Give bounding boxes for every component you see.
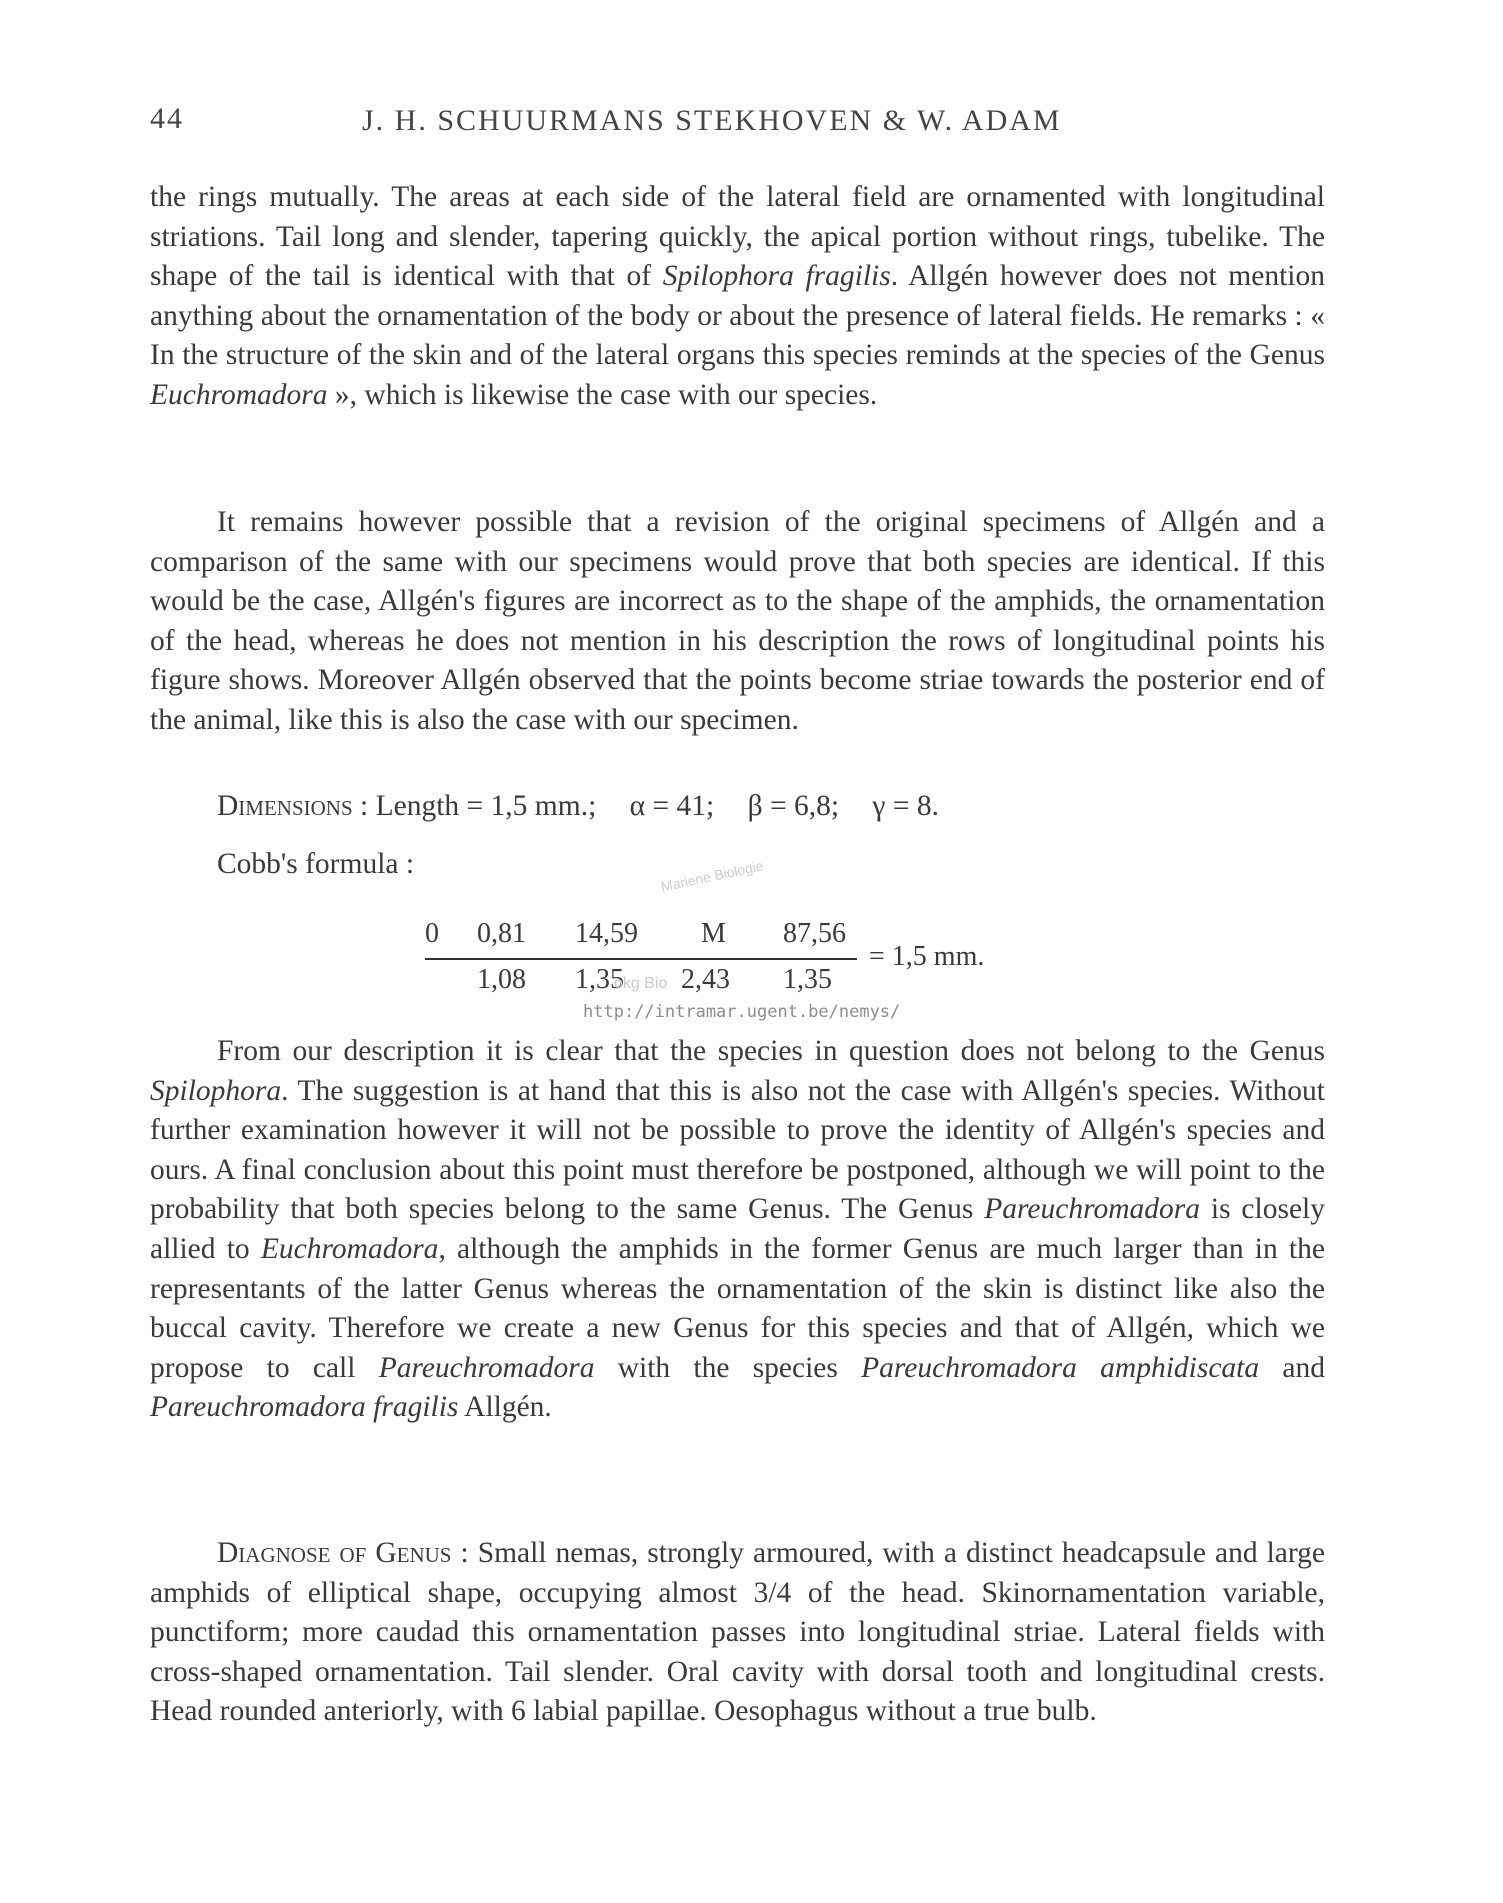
watermark-url: http://intramar.ugent.be/nemys/ xyxy=(583,1002,901,1022)
formula-bottom-3: 1,35 xyxy=(783,964,832,995)
formula-top-4: 87,56 xyxy=(783,918,846,949)
paragraph-2: It remains however possible that a revision of the original specimens of Allgén and a comparison of the same with our specimens would prove that both species are identical. If this would be the case, Allgén's figures are incorrect as to the shape of the amphids, the ornamentation of the head, whereas he does not mention in his description the rows of longitudinal points his figure shows. Moreover Allgén observed that the points become striae towards the posterior end of the animal, like this is also the case with our specimen. xyxy=(150,506,1325,736)
formula-top-3: M xyxy=(701,918,726,949)
cobb-formula-label: Cobb's formula : xyxy=(217,848,415,880)
dimensions-length: : Length = 1,5 mm.; xyxy=(360,790,597,822)
formula-top-1: 0,81 xyxy=(477,918,526,949)
diagnosis-label: Diagnose of Genus xyxy=(217,1537,452,1569)
cobb-formula xyxy=(425,914,1065,1004)
dimensions-line xyxy=(217,790,939,823)
paragraph-3: From our description it is clear that the species in question does not belong to the Genus Spilophora. The suggestion is at hand that this is also not the case with Allgén's species. Without further examination however it will not be possible to prove the identity of Allgén's species and ours. A final conclusion about this point must therefore be postponed, although we will point to the probability that both species belong to the same Genus. The Genus Pareuchromadora is closely allied to Euchromadora, although the amphids in the former Genus are much larger than in the representants of the latter Genus whereas the ornamentation of the skin is distinct like also the buccal cavity. Therefore we create a new Genus for this species and that of Allgén, which we propose to call Pareuchromadora with the species Pareuchromadora amphidiscata and Pareuchromadora fragilis Allgén. xyxy=(150,1035,1325,1424)
running-title: J. H. SCHUURMANS STEKHOVEN & W. ADAM xyxy=(362,104,1062,137)
dimensions-label: Dimensions xyxy=(217,790,353,822)
dimensions-gamma: γ = 8. xyxy=(872,790,939,822)
fraction-bar xyxy=(425,958,857,960)
formula-bottom-1: 1,35 xyxy=(575,964,624,995)
page-number: 44 xyxy=(150,102,184,135)
paragraph-1: the rings mutually. The areas at each side of the lateral field are ornamented with longitudinal striations. Tail long and slender, tapering quickly, the apical portion without rings, tubelike. The shape of the tail is identical with that of Spilophora fragilis. Allgén however does not mention anything about the ornamentation of the body or about the presence of lateral fields. He remarks : « In the structure of the skin and of the lateral organs this species reminds at the species of the Genus Euchromadora », which is likewise the case with our species. xyxy=(150,181,1325,411)
watermark-arc-text: Mariene Biologie xyxy=(659,857,765,895)
dimensions-alpha: α = 41; xyxy=(629,790,715,822)
formula-top-0: 0 xyxy=(425,918,439,949)
dimensions-beta: β = 6,8; xyxy=(747,790,840,822)
formula-result: = 1,5 mm. xyxy=(869,941,985,972)
paragraph-4-diagnosis: Diagnose of Genus : Small nemas, strongly armoured, with a distinct headcapsule and large amphids of elliptical shape, occupying almost 3/4 of the head. Skinornamentation variable, punctiform; more caudad this ornamentation passes into longitudinal striae. Lateral fields with cross-shaped ornamentation. Tail slender. Oral cavity with dorsal tooth and longitudinal crests. Head rounded anteriorly, with 6 labial papillae. Oesophagus without a true bulb. xyxy=(150,1537,1326,1728)
watermark-faint-text: okg Bio xyxy=(614,975,668,992)
formula-bottom-0: 1,08 xyxy=(477,964,526,995)
formula-top-2: 14,59 xyxy=(575,918,638,949)
formula-bottom-2: 2,43 xyxy=(681,964,730,995)
